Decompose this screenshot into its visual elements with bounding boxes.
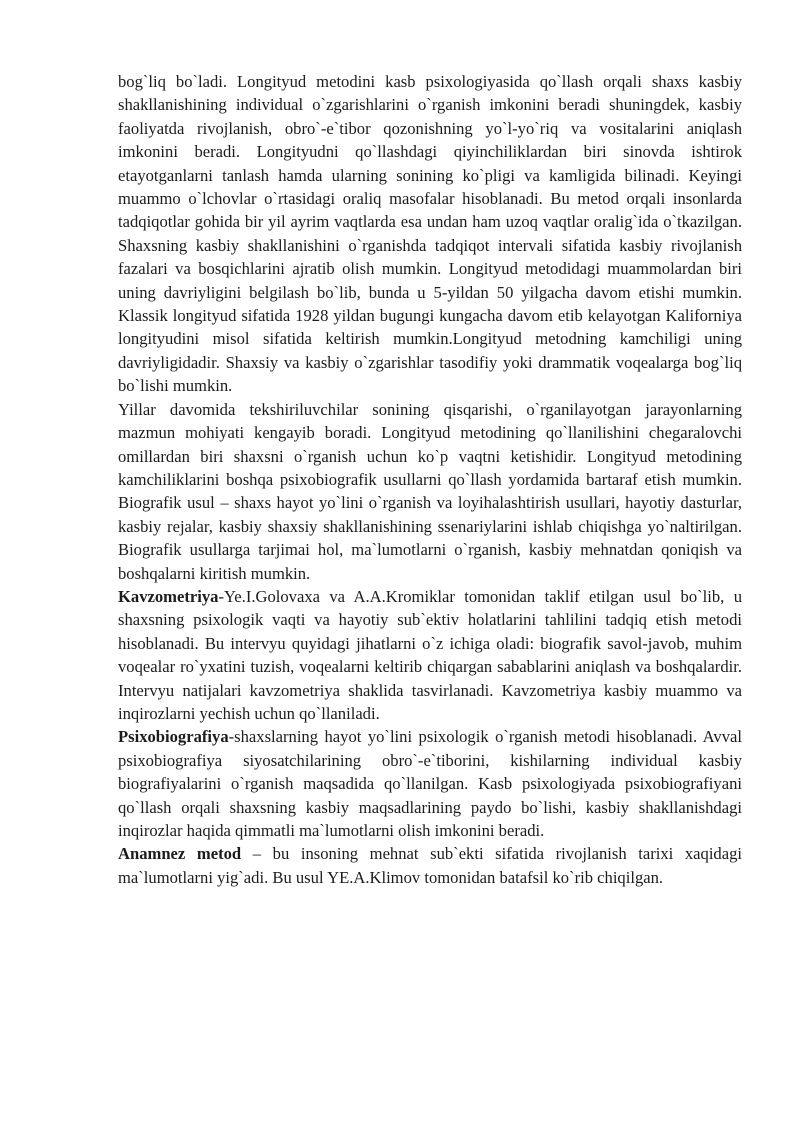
paragraph-longitude-limitations — [118, 398, 742, 585]
term-anamnez-metod: Anamnez metod — [118, 844, 242, 864]
paragraph-text: – bu insoning mehnat sub`ekti sifatida rivojlanish tarixi xaqidagi ma`lumotlarni yig`adi. Bu usul YE.A.Klimov tomonidan batafsil ko`rib chiqilgan. — [118, 844, 742, 887]
paragraph-text: Yillar davomida tekshiriluvchilar sonining qisqarishi, o`rganilayotgan jarayonlarning mazmun mohiyati kengayib boradi. Longityud metodining qo`llanilishini chegaralovchi omillardan biri shaxsni o`rganish uchun ko`p vaqtni ketishidir. Longityud metodining kamchiliklarini boshqa psixobiografik usullarni qo`llash yordamida bartaraf etish mumkin. Biografik usul – shaxs hayot yo`lini o`rganish va loyihalashtirish usullari, hayotiy dasturlar, kasbiy rejalar, kasbiy shaxsiy shakllanishining ssenariylarini ishlab chiqishga yo`naltirilgan. Biografik usullarga tarjimai hol, ma`lumotlarni o`rganish, kasbiy mehnatdan qoniqish va boshqalarni kiritish mumkin. — [118, 399, 742, 583]
paragraph-kavzometriya — [118, 585, 742, 725]
paragraph-text: bog`liq bo`ladi. Longityud metodini kasb psixologiyasida qo`llash orqali shaxs kasbiy shakllanishining individual o`zgarishlarini o`rganish imkonini beradi shuningdek, kasbiy faoliyatda rivojlanish, obro`-e`tibor qozonishning yo`l-yo`riq va vositalarini aniqlash imkonini beradi. Longityudni qo`llashdagi qiyinchiliklardan biri sinovda ishtirok etayotganlarni tanlash hamda ularning sonining ko`pligi va kamligida bilinadi. Keyingi muammo o`lchovlar o`rtasidagi oraliq masofalar hisoblanadi. Bu metod orqali insonlarda tadqiqotlar gohida bir yil ayrim vaqtlarda esa undan ham uzoq vaqtlar oralig`ida o`tkazilgan. Shaxsning kasbiy shakllanishini o`rganishda tadqiqot intervali sifatida kasbiy rivojlanish fazalari va bosqichlarini ajratib olish mumkin. Longityud metodidagi muammolardan biri uning davriyligini belgilash bo`lib, bunda u 5-yildan 50 yilgacha davom etishi mumkin. Klassik longityud sifatida 1928 yildan bugungi kungacha davom etib kelayotgan Kaliforniya longityudini misol sifatida keltirish mumkin.Longityud metodning kamchiligi uning davriyligidadir. Shaxsiy va kasbiy o`zgarishlar tasodifiy yoki drammatik voqealarga bog`liq bo`lishi mumkin. — [118, 72, 742, 396]
term-kavzometriya: Kavzometriya — [118, 586, 219, 606]
paragraph-longitude-continuation — [118, 70, 742, 398]
paragraph-text: -Ye.I.Golovaxa va A.A.Kromiklar tomonidan taklif etilgan usul bo`lib, u shaxsning psixologik vaqti va hayotiy sub`ektiv holatlarini tahlilini tadqiq etish metodi hisoblanadi. Bu intervyu quyidagi jihatlarni o`z ichiga oladi: biografik savol-javob, muhim voqealar ro`yxatini tuzish, voqealarni keltirib chiqargan sabablarini aniqlash va boshqalardir. Intervyu natijalari kavzometriya shaklida tasvirlanadi. Kavzometriya kasbiy muammo va inqirozlarni yechish uchun qo`llaniladi. — [118, 586, 742, 723]
paragraph-psixobiografiya — [118, 725, 742, 842]
paragraph-text: -shaxslarning hayot yo`lini psixologik o`rganish metodi hisoblanadi. Avval psixobiografiya siyosatchilarining obro`-e`tiborini, kishilarning individual kasbiy biografiyalarini o`rganish maqsadida qo`llanilgan. Kasb psixologiyada psixobiografiyani qo`llash orqali shaxsning kasbiy maqsadlarining paydo bo`lishi, kasbiy shakllanishdagi inqirozlar haqida qimmatli ma`lumotlarni olish imkonini beradi. — [118, 727, 742, 840]
paragraph-anamnez — [118, 842, 742, 889]
document-page — [118, 70, 742, 889]
term-psixobiografiya: Psixobiografiya — [118, 727, 229, 747]
